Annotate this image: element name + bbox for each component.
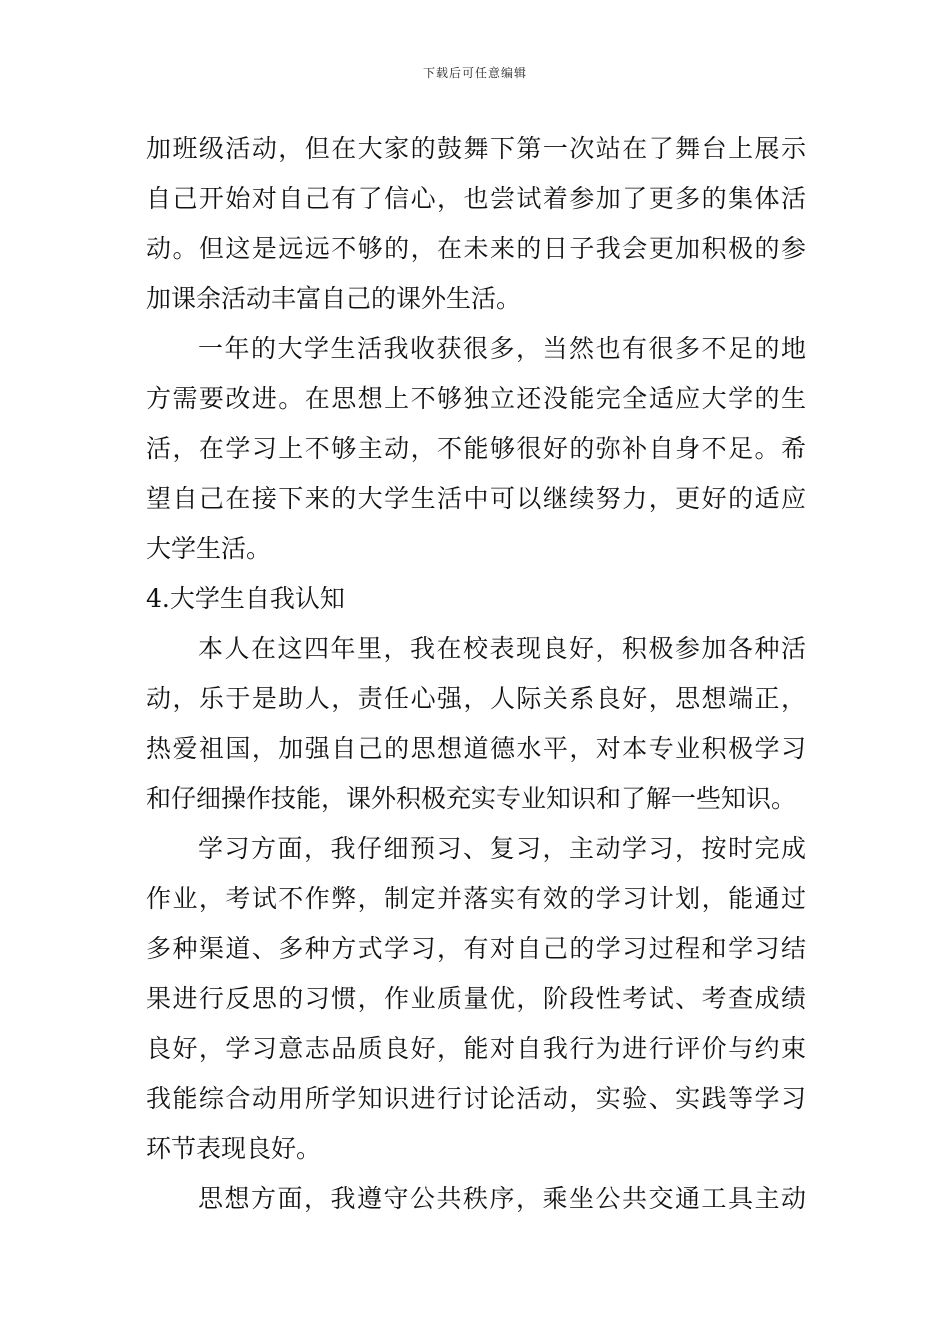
- text-line: 大学生活。: [146, 534, 272, 563]
- text-line: 加班级活动，但在大家的鼓舞下第一次站在了舞台上展示: [146, 134, 806, 163]
- document-body: [146, 124, 806, 1224]
- paragraph: [146, 1174, 806, 1224]
- text-line: 果进行反思的习惯，作业质量优，阶段性考试、考查成绩: [146, 984, 806, 1013]
- paragraph: [146, 624, 806, 824]
- text-line: 望自己在接下来的大学生活中可以继续努力，更好的适应: [146, 484, 806, 513]
- text-line: 环节表现良好。: [146, 1134, 322, 1163]
- text-line: 一年的大学生活我收获很多，当然也有很多不足的地: [198, 334, 806, 363]
- paragraph: [146, 824, 806, 1174]
- paragraph-continuation: [146, 124, 806, 324]
- heading-text: 4.大学生自我认知: [146, 584, 345, 613]
- text-line: 学习方面，我仔细预习、复习，主动学习，按时完成: [198, 834, 806, 863]
- section-heading: [146, 574, 806, 624]
- text-line: 方需要改进。在思想上不够独立还没能完全适应大学的生: [146, 384, 806, 413]
- paragraph: [146, 324, 806, 574]
- text-line: 思想方面，我遵守公共秩序，乘坐公共交通工具主动: [198, 1184, 806, 1213]
- text-line: 和仔细操作技能，课外积极充实专业知识和了解一些知识。: [146, 784, 797, 813]
- text-line: 热爱祖国，加强自己的思想道德水平，对本专业积极学习: [146, 734, 806, 763]
- text-line: 本人在这四年里，我在校表现良好，积极参加各种活: [198, 634, 806, 663]
- text-line: 加课余活动丰富自己的课外生活。: [146, 284, 522, 313]
- text-line: 自己开始对自己有了信心，也尝试着参加了更多的集体活: [146, 184, 806, 213]
- text-line: 我能综合动用所学知识进行讨论活动，实验、实践等学习: [146, 1084, 806, 1113]
- text-line: 动，乐于是助人，责任心强，人际关系良好，思想端正，: [146, 684, 806, 713]
- text-line: 活，在学习上不够主动，不能够很好的弥补自身不足。希: [146, 434, 806, 463]
- text-line: 多种渠道、多种方式学习，有对自己的学习过程和学习结: [146, 934, 806, 963]
- text-line: 作业，考试不作弊，制定并落实有效的学习计划，能通过: [146, 884, 806, 913]
- text-line: 动。但这是远远不够的，在未来的日子我会更加积极的参: [146, 234, 806, 263]
- page-header: 下载后可任意编辑: [422, 66, 527, 80]
- text-line: 良好，学习意志品质良好，能对自我行为进行评价与约束: [146, 1034, 806, 1063]
